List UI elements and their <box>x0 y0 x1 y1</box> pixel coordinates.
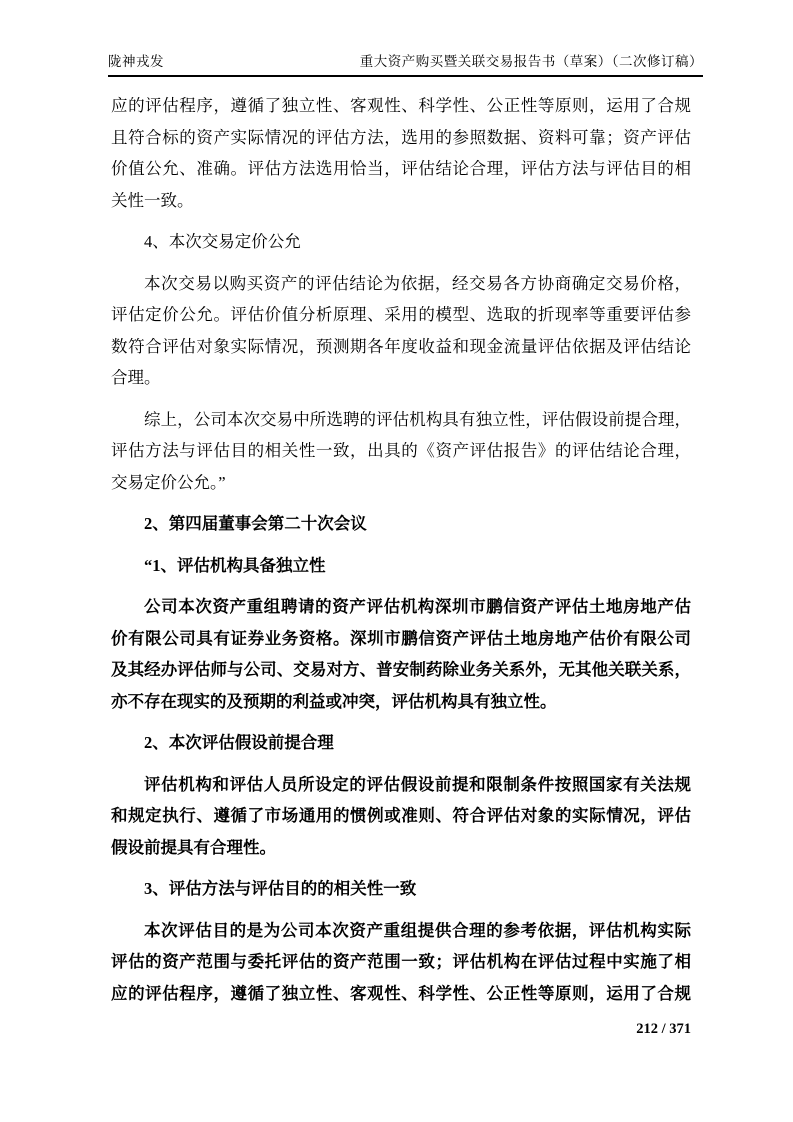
header-company-name: 陇神戎发 <box>108 54 164 69</box>
text-line: 评估的资产范围与委托评估的资产范围一致；评估机构在评估过程中实施了相 <box>111 952 691 971</box>
text-line: 4、本次交易定价公允 <box>144 232 301 251</box>
paragraph <box>111 90 691 216</box>
text-line: 且符合标的资产实际情况的评估方法，选用的参照数据、资料可靠；资产评估 <box>111 127 691 147</box>
text-line: 3、评估方法与评估目的的相关性一致 <box>144 879 417 898</box>
page-footer <box>111 1021 691 1038</box>
page-number: 212 / 371 <box>636 1021 691 1037</box>
text-line: 价有限公司具有证券业务资格。深圳市鹏信资产评估土地房地产估价有限公司 <box>111 628 691 648</box>
paragraph <box>111 769 691 864</box>
section-heading <box>111 550 691 582</box>
section-heading <box>111 727 691 759</box>
text-line: “1、评估机构具备独立性 <box>144 555 326 575</box>
text-line: 价值公允、准确。评估方法选用恰当，评估结论合理，评估方法与评估目的相 <box>111 159 691 178</box>
page-header <box>108 50 703 77</box>
text-line: 假设前提具有合理性。 <box>111 837 276 857</box>
text-line: 及其经办评估师与公司、交易对方、普安制药除业务关系外，无其他关联关系， <box>111 660 691 679</box>
paragraph <box>111 915 691 1010</box>
text-line: 2、本次评估假设前提合理 <box>144 733 334 752</box>
text-line: 公司本次资产重组聘请的资产评估机构深圳市鹏信资产评估土地房地产估 <box>144 597 691 616</box>
text-line: 评估机构和评估人员所设定的评估假设前提和限制条件按照国家有关法规 <box>144 774 691 794</box>
section-heading <box>111 226 691 258</box>
text-line: 应的评估程序，遵循了独立性、客观性、科学性、公正性等原则，运用了合规 <box>111 96 691 115</box>
text-line: 综上，公司本次交易中所选聘的评估机构具有独立性，评估假设前提合理， <box>144 409 691 429</box>
text-line: 关性一致。 <box>111 190 194 210</box>
header-report-title: 重大资产购买暨关联交易报告书（草案）（二次修订稿） <box>359 54 703 69</box>
text-line: 和规定执行、遵循了市场通用的惯例或准则、符合评估对象的实际情况，评估 <box>111 806 691 825</box>
paragraph <box>111 591 691 717</box>
text-line: 亦不存在现实的及预期的利益或冲突，评估机构具有独立性。 <box>111 691 557 711</box>
text-line: 本次评估目的是为公司本次资产重组提供合理的参考依据，评估机构实际 <box>144 920 691 940</box>
text-line: 交易定价公允。” <box>111 472 226 492</box>
text-line: 2、第四届董事会第二十次会议 <box>144 514 367 533</box>
paragraph <box>111 404 691 499</box>
section-heading <box>111 508 691 540</box>
text-line: 评估定价公允。评估价值分析原理、采用的模型、选取的折现率等重要评估参 <box>111 305 691 324</box>
text-line: 评估方法与评估目的相关性一致，出具的《资产评估报告》的评估结论合理， <box>111 441 691 460</box>
section-heading <box>111 873 691 905</box>
paragraph <box>111 268 691 394</box>
text-line: 数符合评估对象实际情况，预测期各年度收益和现金流量评估依据及评估结论 <box>111 336 691 356</box>
text-line: 本次交易以购买资产的评估结论为依据，经交易各方协商确定交易价格， <box>144 273 691 293</box>
document-body <box>111 90 691 1009</box>
text-line: 应的评估程序，遵循了独立性、客观性、科学性、公正性等原则，运用了合规 <box>111 983 691 1003</box>
text-line: 合理。 <box>111 368 161 387</box>
